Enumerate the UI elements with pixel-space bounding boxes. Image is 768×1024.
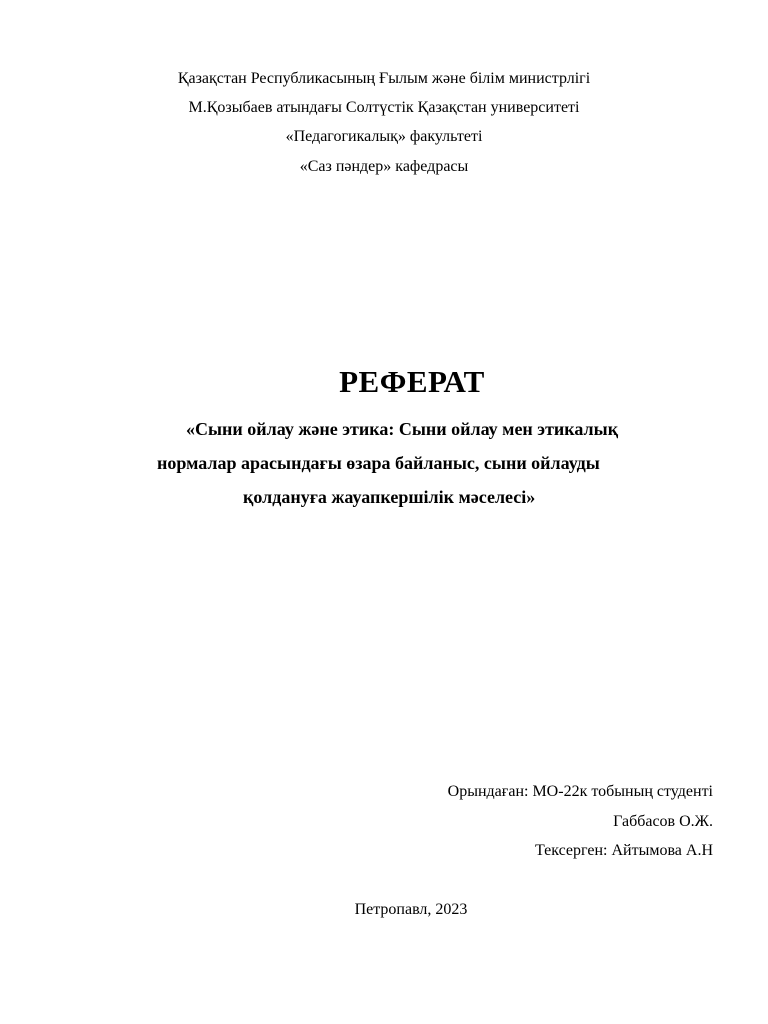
student-name: Габбасов О.Ж. [613, 813, 713, 830]
university-name: М.Қозыбаев атындағы Солтүстік Қазақстан университеті [188, 99, 580, 116]
ministry-name: Қазақстан Республикасының Ғылым және білім министрлігі [177, 70, 591, 87]
faculty-name: «Педагогикалық» факультеті [285, 128, 483, 145]
checked-by-line: Тексерген: Айтымова А.Н [534, 842, 713, 859]
document-type-heading: РЕФЕРАТ [339, 364, 485, 399]
topic-line-3: қолдануға жауапкершілік мәселесі» [243, 487, 536, 507]
place-and-year: Петропавл, 2023 [354, 901, 468, 918]
department-name: «Саз пәндер» кафедрасы [299, 158, 469, 175]
performed-by-line: Орындаған: МО-22к тобының студенті [447, 783, 713, 800]
topic-line-1: «Сыни ойлау және этика: Сыни ойлау мен этикалық [186, 419, 619, 439]
topic-line-2: нормалар арасындағы өзара байланыс, сыни ойлауды [157, 453, 600, 473]
